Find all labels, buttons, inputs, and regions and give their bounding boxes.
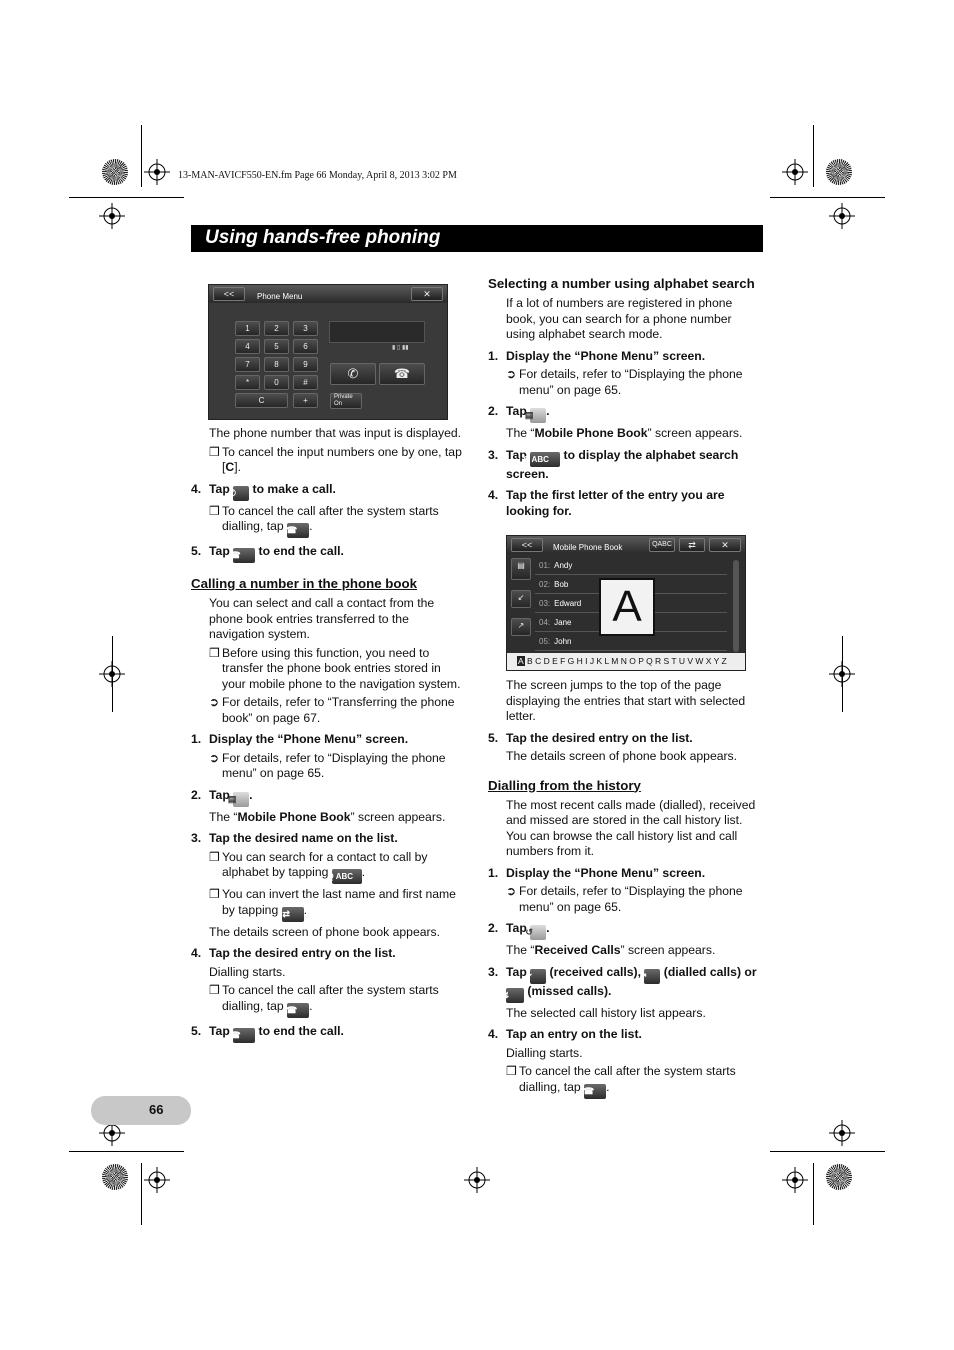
search-icon: Q <box>652 541 658 548</box>
entry-name: Bob <box>554 580 569 589</box>
alphabet-search-icon: Q ABC <box>332 869 362 884</box>
step-text: Tap <box>209 1023 230 1038</box>
screen-name: Mobile Phone Book <box>237 809 351 824</box>
step-number: 3. <box>191 831 202 845</box>
registration-mark-icon <box>782 159 808 185</box>
entry-index: 03: <box>539 599 551 608</box>
step-text-end: to make a call. <box>252 481 336 496</box>
step-text-end: to end the call. <box>258 544 344 558</box>
reference <box>191 751 467 782</box>
paragraph: You can select and call a contact from the phone book entries transferred to the navigation system. <box>209 596 435 641</box>
step-text: Tap <box>209 787 230 802</box>
step <box>488 1027 764 1043</box>
bullet: ❒ To cancel the call after the system starts dialling, tap ☎ . <box>191 504 467 539</box>
crop-mark <box>770 197 885 198</box>
bullet-marker: ❒ <box>209 503 220 518</box>
number-display <box>329 321 425 343</box>
step <box>488 448 764 483</box>
step-text: Tap the desired entry on the list. <box>506 730 693 745</box>
text: ” screen appears. <box>620 943 716 957</box>
entry-index: 04: <box>539 618 551 627</box>
registration-mark-icon <box>464 1167 490 1193</box>
bullet-text: You can invert the last name and first name by tapping <box>222 887 456 917</box>
close-button[interactable]: ✕ <box>709 538 741 552</box>
alphabet-search-icon: Q ABC <box>530 452 560 467</box>
bullet-marker: ❒ <box>506 1064 517 1078</box>
alphabet-letters[interactable]: B C D E F G H I J K L M N O P Q R S T U V W X Y Z <box>527 656 727 666</box>
paragraph: The phone number that was input is displayed. <box>209 426 462 440</box>
step-number: 1. <box>191 732 202 746</box>
phone-menu-screenshot <box>208 284 448 420</box>
text: The “ <box>506 943 535 957</box>
crop-mark <box>813 125 814 187</box>
section-heading: Selecting a number using alphabet search <box>488 276 755 291</box>
keypad-key[interactable]: 5 <box>264 339 289 354</box>
alphabet-selected-letter[interactable]: A <box>518 656 524 666</box>
dialled-call-icon: ↗ <box>517 621 525 630</box>
keypad-key[interactable]: 4 <box>235 339 260 354</box>
bullet-text: To cancel the call after the system starts dialling, tap <box>519 1064 736 1094</box>
bullet: ❒ You can invert the last name and first name by tapping ⇄ . <box>191 887 467 922</box>
reference <box>191 695 467 726</box>
text: ” screen appears. <box>350 809 446 824</box>
paragraph: Dialling starts. <box>209 964 286 979</box>
keypad-key[interactable]: 3 <box>293 321 318 336</box>
step-number: 4. <box>488 1027 499 1041</box>
keypad-key[interactable]: # <box>293 375 318 390</box>
bullet-text: To cancel the call after the system starts dialling, tap <box>222 503 439 533</box>
section-heading: Calling a number in the phone book <box>191 576 418 591</box>
step <box>488 731 764 747</box>
step <box>488 965 764 1003</box>
bullet <box>191 646 467 693</box>
step <box>191 946 467 962</box>
step: 2. Tap ↺ . <box>488 921 764 940</box>
registration-mark-icon <box>99 661 125 687</box>
call-button[interactable] <box>330 363 376 385</box>
page-number: 66 <box>149 1102 164 1117</box>
screen-title: Phone Menu <box>257 292 303 301</box>
step <box>488 866 764 882</box>
text: The “ <box>209 809 238 824</box>
bullet: ❒ You can search for a contact to call by alphabet by tapping Q ABC . <box>191 850 467 885</box>
step-number: 2. <box>488 404 499 418</box>
step-text-end: to end the call. <box>258 1023 344 1038</box>
entry-name: Andy <box>554 561 573 570</box>
bullet: ❒ To cancel the call after the system starts dialling, tap ☎ . <box>488 1064 764 1099</box>
phonebook-icon: ▤ <box>530 408 546 423</box>
hang-up-icon: ☎ <box>584 1084 606 1099</box>
entry-name: John <box>554 637 572 646</box>
step-text: Tap the desired name on the list. <box>209 831 398 845</box>
dialled-calls-tab[interactable] <box>511 618 531 636</box>
missed-call-icon: ↯ <box>506 988 524 1003</box>
bullet-text-end: ]. <box>234 460 241 474</box>
bullet-marker: ❒ <box>209 645 220 660</box>
invert-name-button[interactable] <box>679 538 705 552</box>
step-number: 2. <box>191 787 202 802</box>
registration-mark-icon <box>144 159 170 185</box>
reference <box>488 884 764 915</box>
file-info: 13-MAN-AVICF550-EN.fm Page 66 Monday, April 8, 2013 3:02 PM <box>178 170 457 181</box>
crop-mark <box>69 197 184 198</box>
step-text-end: (missed calls). <box>527 983 612 998</box>
privacy-label: Private <box>334 394 353 400</box>
received-call-icon: ↙ <box>517 593 525 602</box>
phonebook-icon: ▤ <box>233 792 249 807</box>
reference-text: For details, refer to “Displaying the phone menu” on page 65. <box>519 367 743 397</box>
call-icon: ✆ <box>347 366 359 381</box>
bullet-text: To cancel the call after the system starts dialling, tap <box>222 983 439 1013</box>
bullet-marker: ❒ <box>209 983 220 997</box>
key-label: C <box>225 460 235 474</box>
color-target-icon <box>102 1164 128 1190</box>
step-number: 3. <box>488 447 499 462</box>
crop-mark <box>813 1163 814 1225</box>
swap-icon: ⇄ <box>688 540 696 550</box>
paragraph <box>209 810 467 826</box>
step-number: 2. <box>488 921 499 935</box>
bullet-marker: ❒ <box>209 887 220 901</box>
privacy-value: On <box>334 401 343 407</box>
paragraph: The selected call history list appears. <box>506 1005 706 1020</box>
keypad-key[interactable]: * <box>235 375 260 390</box>
keypad-key[interactable]: 6 <box>293 339 318 354</box>
screen-name: Mobile Phone Book <box>534 426 648 440</box>
step-text: Display the “Phone Menu” screen. <box>209 732 409 746</box>
step-text-end: to display the alphabet search screen. <box>506 447 739 481</box>
bullet: ❒ To cancel the call after the system starts dialling, tap ☎ . <box>191 983 467 1018</box>
screen-title-bar <box>209 285 447 303</box>
alphabet-search-button[interactable] <box>649 538 675 552</box>
left-column <box>191 426 467 1046</box>
color-target-icon <box>102 159 128 185</box>
step-text: Tap an entry on the list. <box>506 1027 642 1041</box>
received-calls-tab[interactable] <box>511 590 531 608</box>
registration-mark-icon <box>782 1167 808 1193</box>
paragraph: The details screen of phone book appears. <box>209 924 441 939</box>
registration-mark-icon <box>144 1167 170 1193</box>
step: 2. Tap ▤ . <box>488 404 764 423</box>
letter-popup: A <box>599 578 655 636</box>
reference-marker: ➲ <box>209 695 220 709</box>
scrollbar[interactable] <box>733 560 739 652</box>
step-number: 1. <box>488 348 499 363</box>
dialled-call-icon: ↗ <box>644 969 660 984</box>
swap-icon: ⇄ <box>282 907 304 922</box>
back-button[interactable]: << <box>511 538 543 552</box>
step-number: 4. <box>191 481 202 496</box>
close-button[interactable]: ✕ <box>411 287 443 301</box>
hang-up-icon: ☎ <box>233 1028 255 1043</box>
paragraph <box>506 426 764 442</box>
step-text: Display the “Phone Menu” screen. <box>506 865 706 880</box>
text: ” screen appears. <box>647 426 743 440</box>
received-call-icon: ↙ <box>530 969 546 984</box>
reference-marker: ➲ <box>506 884 517 898</box>
crop-mark <box>770 1151 885 1152</box>
bullet-text: To cancel the input numbers one by one, tap [ <box>222 444 462 474</box>
step-text: (dialled calls) or <box>663 964 757 979</box>
step <box>191 831 467 847</box>
step-number: 5. <box>488 730 499 745</box>
screen-title-bar <box>507 536 745 554</box>
reference-text: For details, refer to “Displaying the phone menu” on page 65. <box>222 750 446 780</box>
end-call-button[interactable] <box>379 363 425 385</box>
crop-mark <box>69 1151 184 1152</box>
screen-title: Mobile Phone Book <box>553 543 623 552</box>
keypad-key[interactable]: 9 <box>293 357 318 372</box>
color-target-icon <box>826 159 852 185</box>
bullet <box>191 445 467 476</box>
step <box>191 544 467 563</box>
clear-key[interactable]: C <box>235 393 288 408</box>
text: The “ <box>506 426 535 440</box>
phonebook-icon: ▤ <box>517 561 525 570</box>
phonebook-tab[interactable] <box>511 558 531 580</box>
section-title-bar <box>191 225 763 252</box>
keypad-key[interactable]: 2 <box>264 321 289 336</box>
search-label: ABC <box>657 541 672 548</box>
call-icon: ✆ <box>233 486 249 501</box>
bullet-text: Before using this function, you need to transfer the phone book entries stored in your mobile phone to the navigation system. <box>222 645 461 691</box>
bullet-text: You can search for a contact to call by alphabet by tapping <box>222 849 428 879</box>
privacy-toggle[interactable] <box>330 393 362 409</box>
crop-mark <box>141 1163 142 1225</box>
step <box>191 482 467 501</box>
screen-name: Received Calls <box>534 943 621 957</box>
keypad-key[interactable]: 8 <box>264 357 289 372</box>
list-item[interactable] <box>535 556 727 575</box>
hang-up-icon: ☎ <box>287 523 309 538</box>
step <box>488 488 764 519</box>
hang-up-icon: ☎ <box>393 366 411 381</box>
status-icons: ▮ ▯ ▮▮ <box>392 345 409 351</box>
registration-mark-icon <box>829 203 855 229</box>
step <box>191 1024 467 1043</box>
reference-marker: ➲ <box>209 750 220 765</box>
step-number: 4. <box>191 946 202 960</box>
step-number: 4. <box>488 488 499 502</box>
paragraph: Dialling starts. <box>506 1045 583 1060</box>
reference-marker: ➲ <box>506 367 517 381</box>
paragraph <box>506 943 764 959</box>
keypad-key[interactable]: 0 <box>264 375 289 390</box>
step-text: Tap <box>209 544 230 558</box>
step-text: Tap <box>209 481 230 496</box>
step-number: 1. <box>488 865 499 880</box>
reference <box>488 367 764 398</box>
step-text: Tap <box>506 447 527 462</box>
back-button[interactable]: << <box>213 287 245 301</box>
paragraph: The details screen of phone book appears. <box>506 749 738 763</box>
step-text: Tap <box>506 921 527 935</box>
paragraph: The most recent calls made (dialled), received and missed are stored in the call history list. You can browse the call history list and call numbers from it. <box>506 797 756 858</box>
registration-mark-icon <box>829 1120 855 1146</box>
right-column-top <box>488 275 764 522</box>
crop-mark <box>141 125 142 187</box>
keypad-key[interactable]: 7 <box>235 357 260 372</box>
hang-up-icon: ☎ <box>233 548 255 563</box>
paragraph: If a lot of numbers are registered in phone book, you can search for a phone number using alphabet search mode. <box>506 296 733 341</box>
step-text: (received calls), <box>549 964 642 979</box>
step-number: 5. <box>191 1023 202 1038</box>
page-title: Using hands-free phoning <box>205 227 441 248</box>
reference-text: For details, refer to “Displaying the phone menu” on page 65. <box>519 884 743 914</box>
keypad-key[interactable]: 1 <box>235 321 260 336</box>
section-heading: Dialling from the history <box>488 777 641 793</box>
registration-mark-icon <box>829 661 855 687</box>
bullet-marker: ❒ <box>209 444 220 459</box>
color-target-icon <box>826 1164 852 1190</box>
page-number-tab <box>91 1096 191 1125</box>
plus-key[interactable]: + <box>293 393 318 408</box>
step: 2. Tap ▤ . <box>191 788 467 807</box>
alphabet-bar[interactable] <box>507 653 745 670</box>
hang-up-icon: ☎ <box>287 1003 309 1018</box>
reference-text: For details, refer to “Transferring the phone book” on page 67. <box>222 695 455 725</box>
step-number: 5. <box>191 544 202 558</box>
bullet-marker: ❒ <box>209 849 220 864</box>
paragraph: The screen jumps to the top of the page displaying the entries that start with selected letter. <box>506 678 746 723</box>
step-text: Display the “Phone Menu” screen. <box>506 348 706 363</box>
right-column-bottom <box>488 678 764 1102</box>
entry-name: Edward <box>554 599 582 608</box>
step-text: Tap the first letter of the entry you are looking for. <box>506 488 725 518</box>
step-text: Tap the desired entry on the list. <box>209 946 396 960</box>
entry-index: 01: <box>539 561 551 570</box>
phone-book-screenshot <box>506 535 746 671</box>
registration-mark-icon <box>99 203 125 229</box>
call-history-icon: ↺ <box>530 925 546 940</box>
step <box>488 349 764 365</box>
entry-index: 05: <box>539 637 551 646</box>
step-text: Tap <box>506 964 527 979</box>
step-text: Tap <box>506 404 527 418</box>
step <box>191 732 467 748</box>
entry-index: 02: <box>539 580 551 589</box>
step-number: 3. <box>488 964 499 979</box>
entry-name: Jane <box>554 618 572 627</box>
